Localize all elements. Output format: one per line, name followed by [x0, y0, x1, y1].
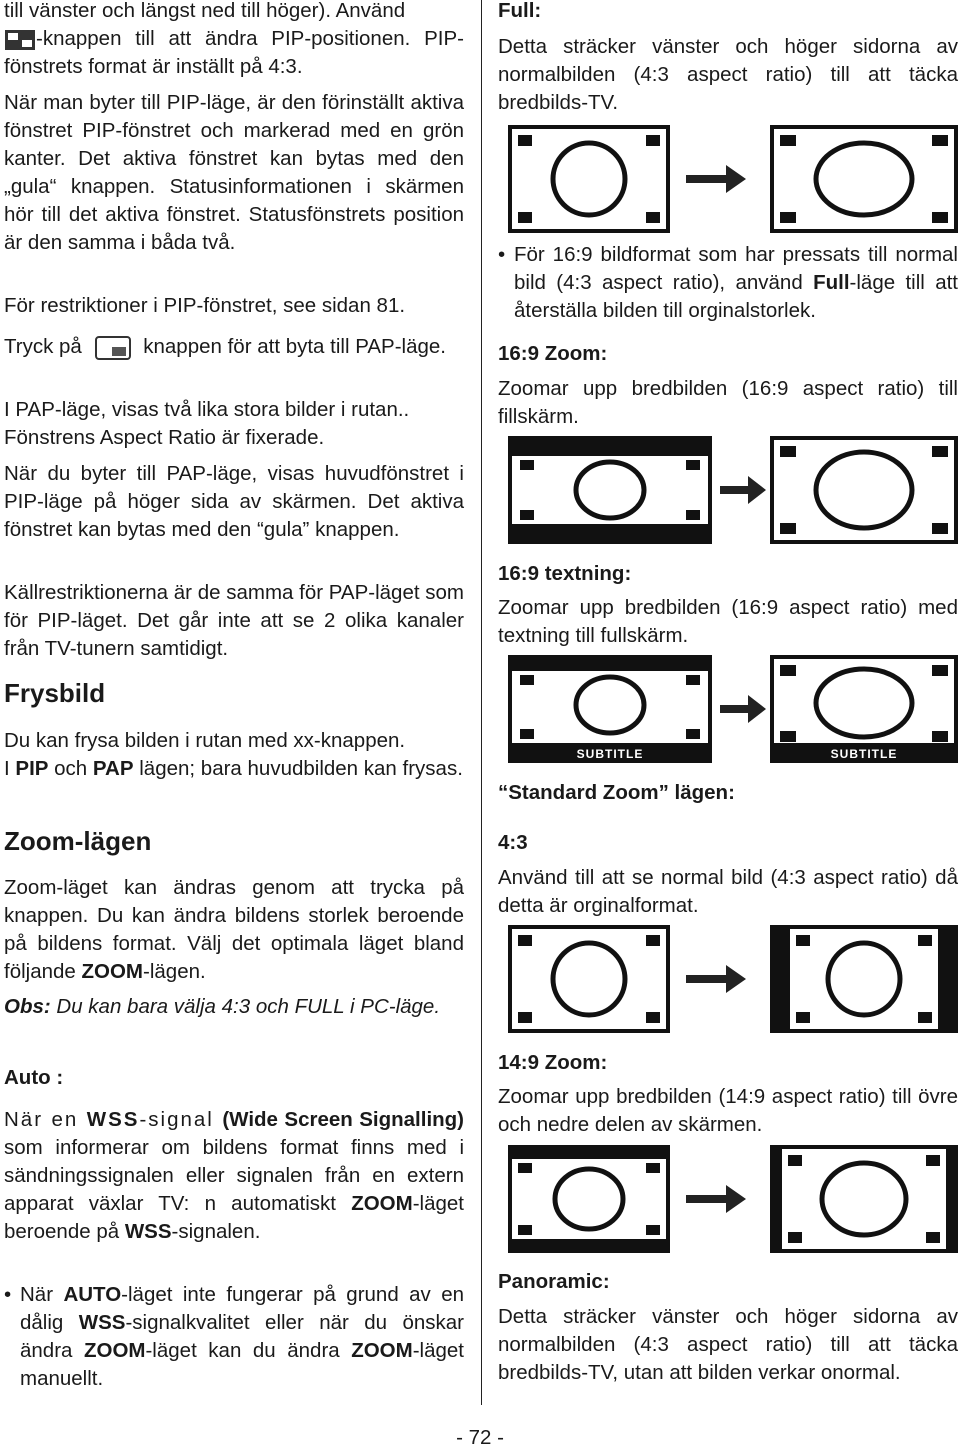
arrow-right-icon	[686, 965, 746, 993]
paragraph-pap-press: Tryck på knappen för att byta till PAP-läge.	[4, 333, 464, 361]
tv-screen-wide-bars	[772, 1147, 956, 1251]
paragraph-pip-mode: När man byter till PIP-läge, är den förinställt aktiva fönstret PIP-fönstret och markerad med en grön kanter. Det aktiva fönstret kan bytas med den „gula“ knappen. Statusinformationen i skärmen hör till det aktiva fönstret. Statusfönstrets position är den samma i båda två.	[4, 91, 464, 254]
pap-icon	[94, 335, 132, 361]
heading-frysbild: Frysbild	[4, 678, 106, 708]
illustration-full-mode	[508, 125, 958, 233]
bullet-auto-manual: • När AUTO-läget inte fungerar på grund av en dålig WSS-signalkvalitet eller när du önskar ändra ZOOM-läget kan du ändra ZOOM-läget manuellt.	[4, 1283, 465, 1390]
heading-4-3: 4:3	[498, 831, 528, 854]
tv-screen-letterbox	[510, 1147, 668, 1251]
paragraph-source-restrictions: Källrestriktionerna är de samma för PAP-läget som för PIP-läget. Det går inte att se 2 olika kanaler från TV-tunern samtidigt.	[4, 581, 464, 660]
heading-full: Full:	[498, 0, 542, 22]
tv-screen-wide-subtitle	[772, 657, 956, 761]
paragraph-zoom-intro: Zoom-läget kan ändras genom att trycka på knappen. Du kan ändra bildens storlek beroende på bildens format. Välj det optimala läget bland följande ZOOM-lägen.	[4, 876, 464, 983]
paragraph-full: Detta sträcker vänster och höger sidorna av normalbilden (4:3 aspect ratio) till att täcka bredbilds-TV.	[498, 35, 958, 114]
paragraph-wss: När en WSS-signal (Wide Screen Signalling) som informerar om bildens format finns med i sändningssignalen eller signalen från en extern apparat växlar TV: n automatiskt ZOOM-läget beroende på WSS-signalen.	[4, 1108, 465, 1243]
paragraph-zoom-14-9: Zoomar upp bredbilden (14:9 aspect ratio) till övre och nedre delen av skärmen.	[498, 1085, 958, 1136]
arrow-right-icon	[720, 695, 766, 723]
tv-screen-wide	[772, 127, 956, 231]
column-divider	[481, 0, 482, 1405]
paragraph-panoramic: Detta sträcker vänster och höger sidorna av normalbilden (4:3 aspect ratio) till att täcka bredbilds-TV, utan att bilden verkar onormal.	[498, 1305, 958, 1384]
arrow-right-icon	[720, 476, 766, 504]
heading-auto: Auto :	[4, 1066, 64, 1089]
paragraph-subtitle-16-9: Zoomar upp bredbilden (16:9 aspect ratio) med textning till fullskärm.	[498, 596, 958, 647]
tv-screen-wide	[772, 438, 956, 542]
paragraph-zoom-16-9: Zoomar upp bredbilden (16:9 aspect ratio) till fillskärm.	[498, 377, 958, 428]
paragraph-pip-restrictions: För restriktioner i PIP-fönstret, see sidan 81.	[4, 294, 406, 317]
bullet-dot: •	[4, 1283, 12, 1306]
paragraph-pap-mode: I PAP-läge, visas två lika stora bilder i rutan.. Fönstrens Aspect Ratio är fixerade.	[4, 398, 410, 449]
heading-subtitle-16-9: 16:9 textning:	[498, 562, 632, 585]
heading-panoramic: Panoramic:	[498, 1270, 610, 1293]
bullet-full-restore: • För 16:9 bildformat som har pressats till normal bild (4:3 aspect ratio), använd Full-läge till att återställa bilden till orginalstorlek.	[498, 243, 958, 322]
illustration-4-3	[508, 925, 958, 1033]
arrow-right-icon	[686, 165, 746, 193]
illustration-zoom-16-9	[508, 436, 958, 544]
tv-screen-4-3	[510, 927, 668, 1031]
subtitle-label: SUBTITLE	[830, 747, 898, 761]
page-number: - 72 -	[456, 1426, 504, 1449]
paragraph-4-3: Använd till att se normal bild (4:3 aspect ratio) då detta är orginalformat.	[498, 866, 958, 917]
paragraph-freeze: Du kan frysa bilden i rutan med xx-knappen. I PIP och PAP lägen; bara huvudbilden kan frysas.	[4, 729, 463, 780]
tv-screen-4-3	[510, 127, 668, 231]
tv-screen-letterbox-subtitle	[510, 657, 710, 761]
tv-screen-letterbox	[510, 438, 710, 542]
paragraph-pap-switch: När du byter till PAP-läge, visas huvudfönstret i PIP-läge på höger sida av skärmen. Det aktiva fönstret kan bytas med den “gula” knappen.	[4, 462, 464, 541]
heading-zoom-lagen: Zoom-lägen	[4, 826, 152, 856]
illustration-zoom-14-9	[508, 1145, 958, 1253]
heading-zoom-16-9: 16:9 Zoom:	[498, 342, 608, 365]
tv-screen-pillarbox	[772, 927, 956, 1031]
subtitle-label: SUBTITLE	[576, 747, 644, 761]
pip-position-icon	[4, 29, 36, 51]
paragraph-pip-position: till vänster och längst ned till höger). Använd -knappen till att ändra PIP-positionen. PIP-fönstrets format är inställt på 4:3.	[4, 0, 464, 78]
heading-zoom-14-9: 14:9 Zoom:	[498, 1051, 608, 1074]
paragraph-obs: Obs: Du kan bara välja 4:3 och FULL i PC-läge.	[4, 995, 441, 1018]
heading-standard-zoom: “Standard Zoom” lägen:	[498, 781, 735, 804]
illustration-subtitle-16-9	[508, 655, 958, 767]
bullet-dot: •	[498, 243, 506, 266]
arrow-right-icon	[686, 1185, 746, 1213]
